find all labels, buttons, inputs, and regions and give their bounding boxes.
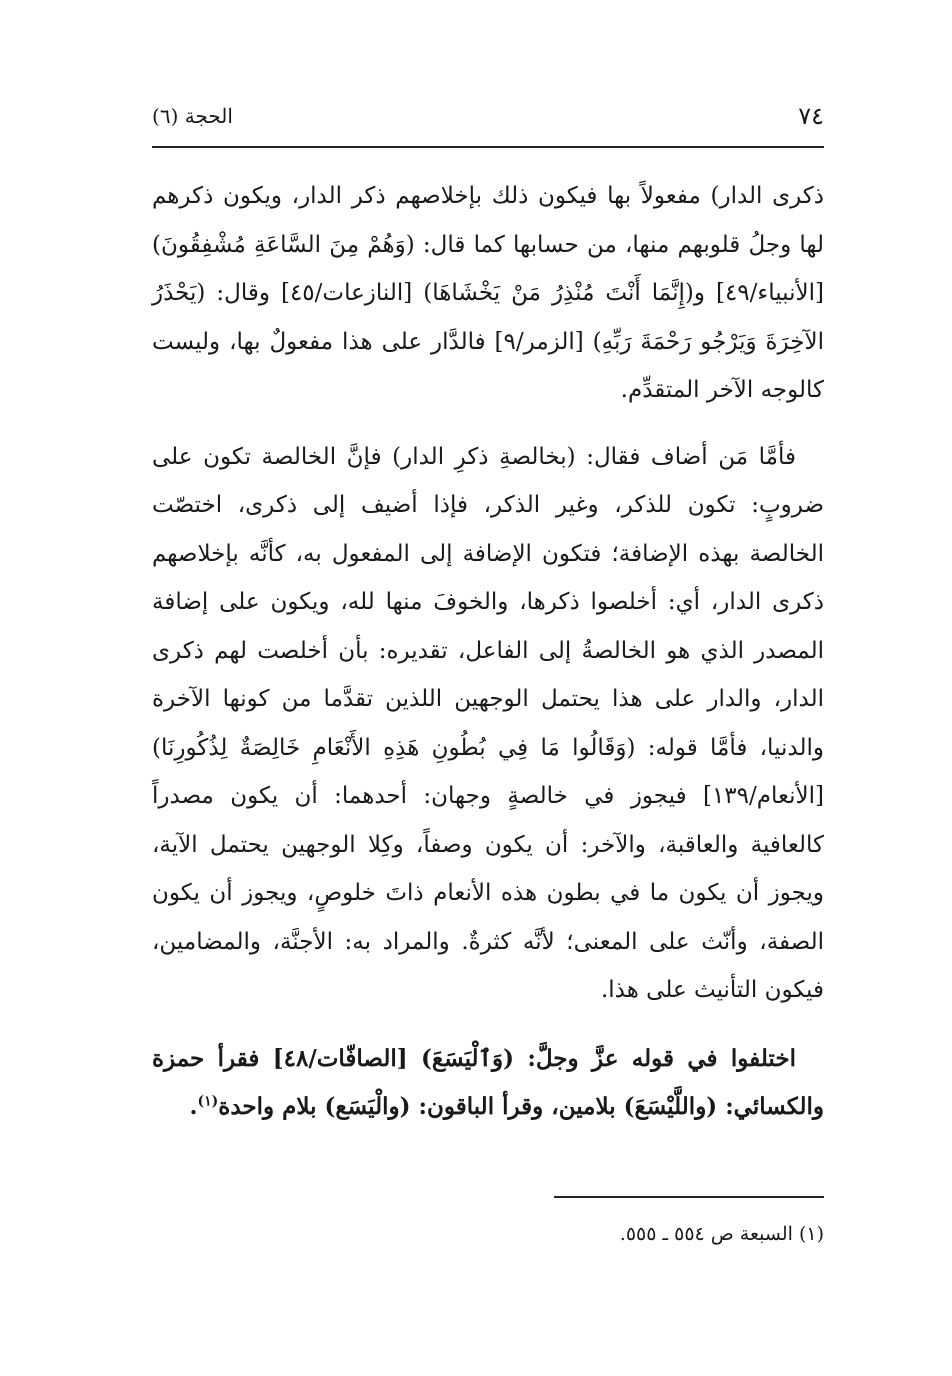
footnote: (١) السبعة ص ٥٥٤ ـ ٥٥٥. [619, 1223, 824, 1245]
paragraph-3-end: . [189, 1093, 198, 1120]
paragraph-1: ذكرى الدار) مفعولاً بها فيكون ذلك بإخلاصهم ذكر الدار، ويكون ذكرهم لها وجلُ قلوبهم منها، من حسابها كما قال: (وَهُمْ مِنَ السَّاعَةِ مُشْفِقُونَ) [الأنبياء/٤٩] و(إِنَّمَا أَنْتَ مُنْذِرُ مَنْ يَخْشَاهَا) [النازعات/٤٥] وقال: (يَحْذَرُ الآخِرَةَ وَيَرْجُو رَحْمَةَ رَبِّهِ) [الزمر/٩] فالدَّار على هذا مفعولٌ بها، وليست كالوجه الآخر المتقدِّم. [152, 183, 824, 403]
footnote-rule [554, 1196, 824, 1198]
paragraph-3 [152, 1035, 824, 1132]
page-header [152, 96, 824, 136]
header-rule [152, 146, 824, 148]
page-number: ٧٤ [798, 102, 824, 130]
paragraph-2: فأمَّا مَن أضاف فقال: (بخالصةِ ذكرِ الدار) فإنَّ الخالصة تكون على ضروبٍ: تكون للذكر، وغير الذكر، فإذا أضيف إلى ذكرى، اختصّت الخالصة بهذه الإضافة؛ فتكون الإضافة إلى المفعول به، كأنَّه بإخلاصهم ذكرى الدار، أي: أخلصوا ذكرها، والخوفَ منها لله، ويكون على إضافة المصدر الذي هو الخالصةُ إلى الفاعل، تقديره: بأن أخلصت لهم ذكرى الدار، والدار على هذا يحتمل الوجهين اللذين تقدَّما من كونها الآخرة والدنيا، فأمَّا قوله: (وَقَالُوا مَا فِي بُطُونِ هَذِهِ الأَنْعَامِ خَالِصَةٌ لِذُكُورِنَا) [الأنعام/١٣٩] فيجوز في خالصةٍ وجهان: أحدهما: أن يكون مصدراً كالعافية والعاقبة، والآخر: أن يكون وصفاً، وكِلا الوجهين يحتمل الآية، ويجوز أن يكون ما في بطون هذه الأنعام ذاتَ خلوصٍ، ويجوز أن يكون الصفة، وأنّث على المعنى؛ لأنَّه كثرةٌ. والمراد به: الأجنَّة، والمضامين، فيكون التأنيث على هذا. [152, 443, 824, 1003]
body-text [152, 172, 824, 1132]
paragraph-3-text: اختلفوا في قوله عزَّ وجلَّ: (وَٱلْيَسَعَ) [الصافّات/٤٨] فقرأ حمزة والكسائي: (واللَّيْسَعَ) بلامين، وقرأ الباقون: (والْيَسَع) بلام واحدة [152, 1044, 824, 1120]
footnote-reference[interactable]: (١) [197, 1093, 219, 1110]
running-title: الحجة (٦) [152, 104, 233, 128]
